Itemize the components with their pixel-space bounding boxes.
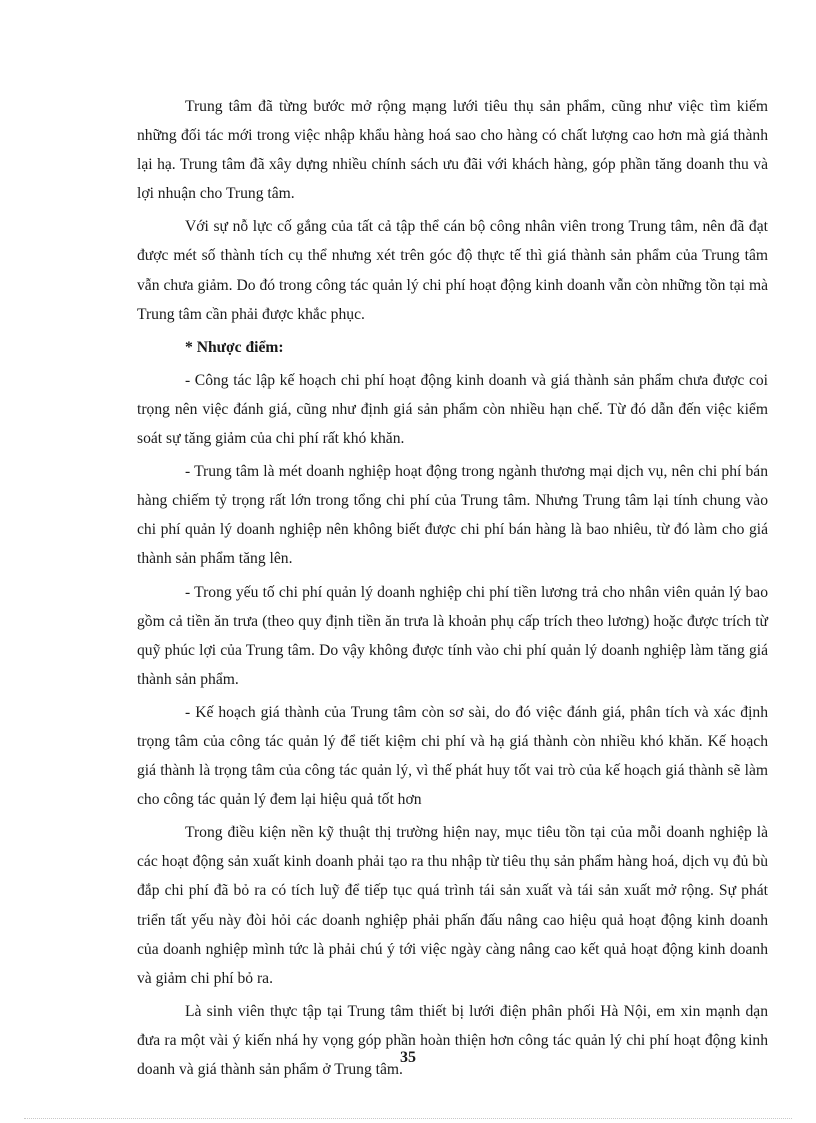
paragraph-weakness-cost-plan: - Kế hoạch giá thành của Trung tâm còn sơ sài, do đó việc đánh giá, phân tích và xác định trọng tâm của công tác quản lý để tiết kiệm chi phí và hạ giá thành còn nhiều khó khăn. Kế hoạch giá thành là trọng tâm của công tác quản lý, vì thế phát huy tốt vai trò của kế hoạch giá thành sẽ làm cho công tác quản lý đem lại hiệu quả tốt hơn [137,703,768,809]
document-body [137,92,768,1088]
page-bottom-divider [24,1118,792,1119]
paragraph-market-conditions: Trong điều kiện nền kỹ thuật thị trường hiện nay, mục tiêu tồn tại của mỗi doanh nghiệp là các hoạt động sản xuất kinh doanh phải tạo ra thu nhập từ tiêu thụ sản phẩm hàng hoá, dịch vụ đủ bù đắp chi phí đã bỏ ra có tích luỹ để tiếp tục quá trình tái sản xuất và tái sản xuất mở rộng. Sự phát triển tất yếu này đòi hỏi các doanh nghiệp phải phấn đấu nâng cao hiệu quả hoạt động kinh doanh của doanh nghiệp mình tức là phải chú ý tới việc ngày càng nâng cao kết quả hoạt động kinh doanh và giảm chi phí bỏ ra. [137,824,768,987]
paragraph-achievements: Với sự nỗ lực cố gắng của tất cả tập thể cán bộ công nhân viên trong Trung tâm, nên đã đạt được mét số thành tích cụ thể nhưng xét trên góc độ thực tế thì giá thành sản phẩm của Trung tâm vẫn chưa giảm. Do đó trong công tác quản lý chi phí hoạt động kinh doanh vẫn còn những tồn tại mà Trung tâm cần phải được khắc phục. [137,218,768,323]
paragraph-student-proposal: Là sinh viên thực tập tại Trung tâm thiết bị lưới điện phân phối Hà Nội, em xin mạnh dạn đưa ra một vài ý kiến nhá hy vọng góp phần hoàn thiện hơn công tác quản lý chi phí hoạt động kinh doanh và giá thành sản phẩm ở Trung tâm. [137,1002,768,1078]
section-heading-weaknesses: * Nhược điểm: [185,338,284,356]
paragraph-weakness-planning: - Công tác lập kế hoạch chi phí hoạt động kinh doanh và giá thành sản phẩm chưa được coi trọng nên việc đánh giá, cũng như định giá sản phẩm còn nhiều hạn chế. Từ đó dẫn đến việc kiểm soát sự tăng giảm của chi phí rất khó khăn. [137,371,768,448]
paragraph-weakness-selling-costs: - Trung tâm là mét doanh nghiệp hoạt động trong ngành thương mại dịch vụ, nên chi phí bán hàng chiếm tỷ trọng rất lớn trong tổng chi phí của Trung tâm. Nhưng Trung tâm lại tính chung vào chi phí quản lý doanh nghiệp nên không biết được chi phí bán hàng là bao nhiêu, từ đó làm cho giá thành sản phẩm tăng lên. [137,463,768,568]
paragraph-weakness-salary-costs: - Trong yếu tố chi phí quản lý doanh nghiệp chi phí tiền lương trả cho nhân viên quản lý bao gồm cả tiền ăn trưa (theo quy định tiền ăn trưa là khoản phụ cấp trích theo lương) hoặc được trích từ quỹ phúc lợi của Trung tâm. Do vậy không được tính vào chi phí quản lý doanh nghiệp làm tăng giá thành sản phẩm. [137,583,768,688]
page-number: 35 [400,1049,416,1066]
paragraph-distribution-network: Trung tâm đã từng bước mở rộng mạng lưới tiêu thụ sản phẩm, cũng như việc tìm kiếm những đối tác mới trong việc nhập khẩu hàng hoá sao cho hàng có chất lượng cao hơn mà giá thành lại hạ. Trung tâm đã xây dựng nhiều chính sách ưu đãi với khách hàng, góp phần tăng doanh thu và lợi nhuận cho Trung tâm. [137,98,768,203]
